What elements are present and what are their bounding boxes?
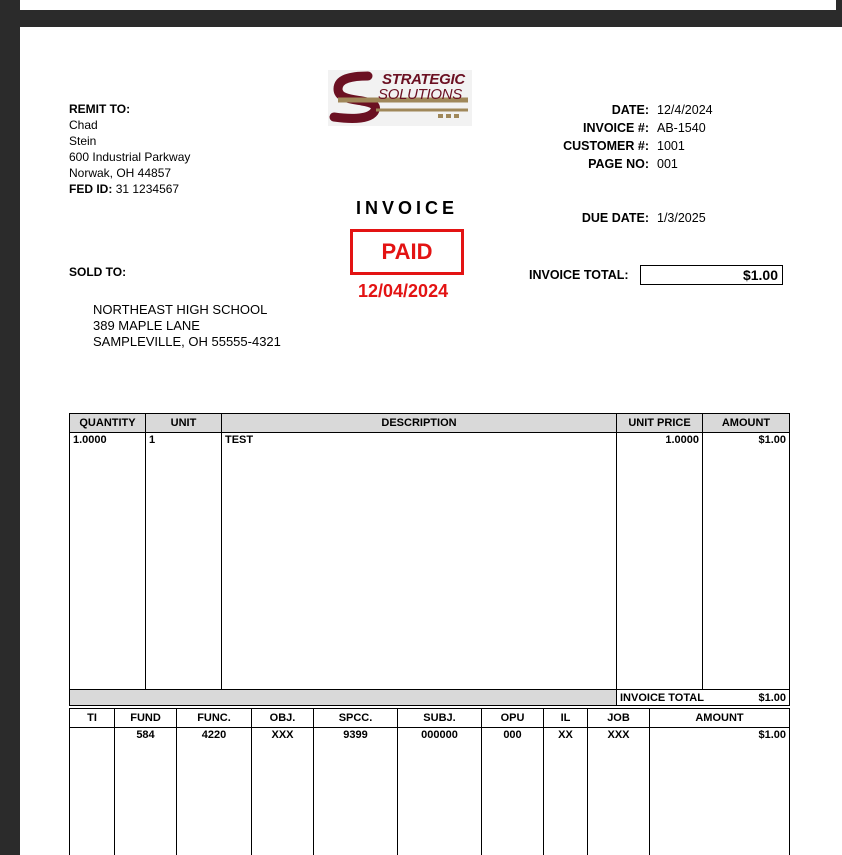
- items-total-value: $1.00: [758, 691, 786, 704]
- col-ti-header: TI: [70, 709, 115, 728]
- company-logo: [328, 70, 472, 126]
- col-obj-header: OBJ.: [252, 709, 314, 728]
- remit-street: 600 Industrial Parkway: [69, 150, 191, 164]
- sold-to-label: SOLD TO:: [69, 265, 127, 279]
- col-il-header: IL: [544, 709, 588, 728]
- invoice-total-value: $1.00: [640, 265, 783, 285]
- sold-to-street: 389 MAPLE LANE: [93, 318, 200, 333]
- invoice-number-value: AB-1540: [657, 121, 706, 135]
- col-amount-header: AMOUNT: [650, 709, 790, 728]
- invoice-number-label: INVOICE #:: [583, 121, 649, 135]
- remit-city: Norwak, OH 44857: [69, 166, 172, 180]
- account-codes-table: [69, 708, 790, 855]
- acct-spcc: 9399: [314, 728, 398, 855]
- table-row: [70, 728, 790, 855]
- logo-text-strategic: STRATEGIC: [382, 71, 465, 88]
- acct-subj: 000000: [398, 728, 482, 855]
- date-row: [509, 101, 713, 119]
- date-label: DATE:: [611, 103, 649, 117]
- item-quantity: 1.0000: [70, 433, 146, 690]
- invoice-total-label: INVOICE TOTAL:: [529, 268, 629, 282]
- col-unit-header: UNIT: [146, 414, 222, 433]
- line-items-header-row: [70, 414, 790, 433]
- invoice-page: [20, 27, 842, 855]
- col-opu-header: OPU: [482, 709, 544, 728]
- acct-amount: $1.00: [650, 728, 790, 855]
- date-value: 12/4/2024: [657, 103, 713, 117]
- col-job-header: JOB: [588, 709, 650, 728]
- acct-ti: [70, 728, 115, 855]
- col-quantity-header: QUANTITY: [70, 414, 146, 433]
- due-date-value: 1/3/2025: [657, 211, 706, 225]
- acct-job: XXX: [588, 728, 650, 855]
- item-amount: $1.00: [703, 433, 790, 690]
- col-unit-price-header: UNIT PRICE: [617, 414, 703, 433]
- item-description: TEST: [222, 433, 617, 690]
- col-subj-header: SUBJ.: [398, 709, 482, 728]
- item-unit: 1: [146, 433, 222, 690]
- customer-number-value: 1001: [657, 139, 685, 153]
- page-number-value: 001: [657, 157, 678, 171]
- previous-page-edge: [20, 0, 836, 10]
- total-row-spacer: [70, 690, 617, 706]
- customer-number-row: [509, 137, 685, 155]
- due-date-label: DUE DATE:: [581, 211, 649, 225]
- col-description-header: DESCRIPTION: [222, 414, 617, 433]
- paid-date: 12/04/2024: [358, 281, 449, 301]
- remit-fed-id: [69, 181, 179, 197]
- invoice-number-row: [509, 119, 706, 137]
- items-total-label: INVOICE TOTAL: [620, 691, 704, 704]
- acct-opu: 000: [482, 728, 544, 855]
- due-date-row: [509, 209, 706, 227]
- col-amount-header: AMOUNT: [703, 414, 790, 433]
- page-number-row: [509, 155, 678, 173]
- col-fund-header: FUND: [115, 709, 177, 728]
- acct-obj: XXX: [252, 728, 314, 855]
- table-row: [70, 433, 790, 690]
- acct-fund: 584: [115, 728, 177, 855]
- invoice-total-row: [70, 690, 790, 706]
- total-row-cell: [617, 690, 790, 706]
- col-func-header: FUNC.: [177, 709, 252, 728]
- col-spcc-header: SPCC.: [314, 709, 398, 728]
- remit-last-name: Stein: [69, 134, 97, 148]
- acct-il: XX: [544, 728, 588, 855]
- invoice-title: INVOICE: [356, 198, 459, 218]
- account-codes-header-row: [70, 709, 790, 728]
- remit-to-label: REMIT TO:: [69, 102, 131, 116]
- logo-text-solutions: SOLUTIONS: [378, 86, 462, 103]
- page-number-label: PAGE NO:: [588, 157, 649, 171]
- remit-first-name: Chad: [69, 118, 98, 132]
- item-unit-price: 1.0000: [617, 433, 703, 690]
- paid-stamp: PAID: [350, 229, 464, 275]
- fed-id-label: FED ID:: [69, 182, 113, 196]
- sold-to-city: SAMPLEVILLE, OH 55555-4321: [93, 334, 281, 349]
- line-items-table: [69, 413, 790, 706]
- acct-func: 4220: [177, 728, 252, 855]
- fed-id-value: 31 1234567: [115, 182, 180, 196]
- sold-to-name: NORTHEAST HIGH SCHOOL: [93, 302, 268, 317]
- customer-number-label: CUSTOMER #:: [563, 139, 649, 153]
